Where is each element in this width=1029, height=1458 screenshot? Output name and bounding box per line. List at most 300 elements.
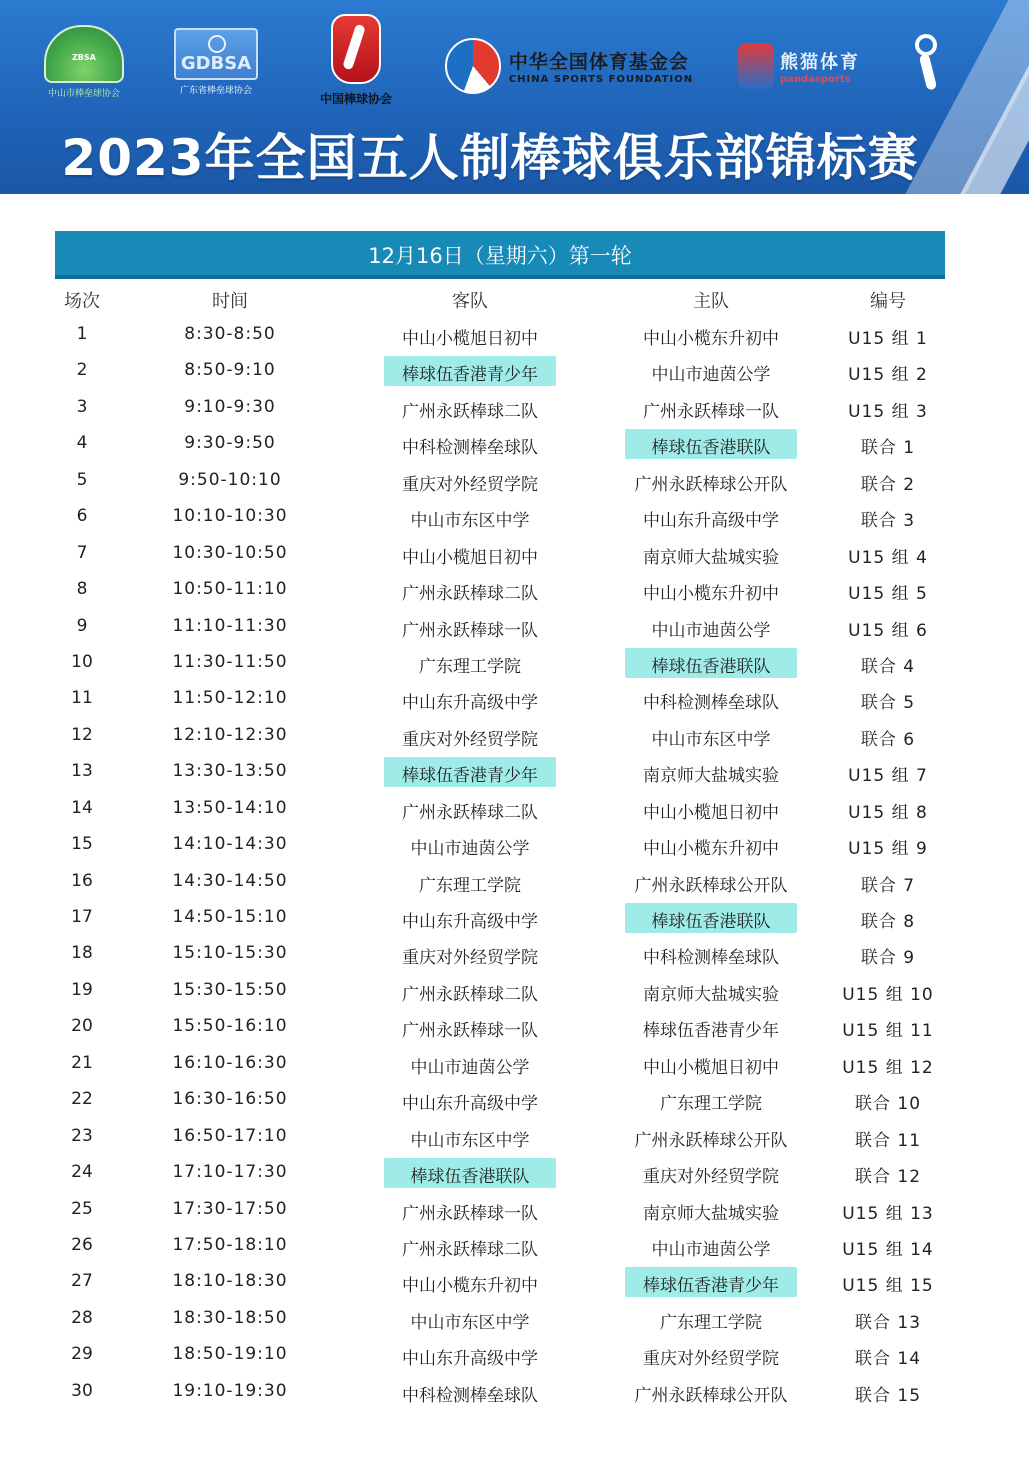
schedule-row: [0, 1375, 1029, 1411]
away-team: 中山东升高级中学: [402, 1094, 538, 1115]
match-time-cell: [150, 1089, 310, 1109]
match-code-cell: [828, 543, 948, 568]
schedule-row: [0, 427, 1029, 463]
gdbsa-logo-emblem: [174, 28, 258, 80]
match-no: 22: [71, 1089, 93, 1110]
match-time: 17:50-18:10: [172, 1234, 288, 1255]
match-code: 联合 8: [860, 912, 916, 932]
match-time: 17:30-17:50: [172, 1198, 288, 1219]
match-time: 11:50-12:10: [172, 688, 288, 709]
home-team-cell: [591, 360, 831, 385]
schedule-table: [0, 318, 1029, 1411]
away-team-cell: [350, 1344, 590, 1369]
match-time: 15:50-16:10: [172, 1016, 288, 1037]
match-code-cell: [828, 798, 948, 823]
match-code-cell: [828, 616, 948, 641]
match-code: U15 组 4: [848, 547, 928, 568]
match-no-cell: [42, 1271, 122, 1291]
away-team: 广州永跃棒球二队: [402, 584, 538, 605]
home-team-cell: [591, 798, 831, 823]
match-time: 9:50-10:10: [178, 469, 282, 490]
home-team: 广州永跃棒球公开队: [634, 474, 788, 495]
match-code-cell: [828, 579, 948, 604]
match-time-cell: [150, 907, 310, 927]
schedule-row: [0, 828, 1029, 864]
match-code-cell: [828, 1053, 948, 1078]
match-time: 18:30-18:50: [172, 1307, 288, 1328]
schedule-row: [0, 318, 1029, 354]
match-no-cell: [42, 725, 122, 745]
away-team-cell: [350, 470, 590, 495]
match-time-cell: [150, 1271, 310, 1291]
match-no: 19: [71, 979, 93, 1000]
home-team: 中山小榄东升初中: [643, 584, 779, 605]
schedule-row: [0, 719, 1029, 755]
away-team: 棒球伍香港青少年: [402, 766, 538, 787]
match-code-cell: [828, 652, 948, 677]
match-time: 13:30-13:50: [172, 761, 288, 782]
match-no-cell: [42, 980, 122, 1000]
header-time: 时间: [212, 291, 248, 312]
away-team-cell: [350, 1381, 590, 1406]
match-code-cell: [828, 1016, 948, 1041]
match-no: 13: [71, 761, 93, 782]
away-team-cell: [350, 907, 590, 932]
match-no-cell: [42, 1308, 122, 1328]
home-team-cell: [591, 1271, 831, 1296]
match-no-cell: [42, 543, 122, 563]
match-time-cell: [150, 1199, 310, 1219]
home-team-cell: [591, 980, 831, 1005]
match-code-cell: [828, 1089, 948, 1114]
match-code-cell: [828, 470, 948, 495]
away-team: 广东理工学院: [419, 875, 521, 896]
match-time: 16:50-17:10: [172, 1125, 288, 1146]
match-time: 14:10-14:30: [172, 834, 288, 855]
away-team-cell: [350, 761, 590, 786]
match-no-cell: [42, 1381, 122, 1401]
home-team-cell: [591, 1089, 831, 1114]
schedule-row: [0, 537, 1029, 573]
batter-silhouette-logo: [894, 20, 964, 100]
match-time: 8:50-9:10: [184, 360, 276, 381]
match-code: 联合 14: [854, 1349, 922, 1370]
away-team: 广州永跃棒球一队: [402, 1203, 538, 1224]
home-team: 中山东升高级中学: [643, 511, 779, 532]
schedule-row: [0, 792, 1029, 828]
china-sports-foundation-logo: [444, 38, 694, 94]
match-no: 30: [71, 1380, 93, 1401]
schedule-row: [0, 464, 1029, 500]
zhongshan-logo-emblem: ZBSA: [44, 25, 124, 83]
header-away-team: 客队: [452, 291, 488, 312]
away-team: 中山市迪茵公学: [410, 839, 530, 860]
schedule-row: [0, 1156, 1029, 1192]
match-no: 28: [71, 1307, 93, 1328]
round-label: 12月16日（星期六）第一轮: [368, 244, 632, 268]
match-code: 联合 9: [860, 948, 916, 969]
home-team: 中山小榄东升初中: [643, 329, 779, 349]
round-header: [55, 231, 945, 279]
match-time-cell: [150, 1053, 310, 1073]
match-code-cell: [828, 943, 948, 968]
home-team-cell: [591, 1162, 831, 1187]
match-code: 联合 2: [860, 474, 916, 495]
match-code-cell: [828, 725, 948, 750]
away-team-cell: [350, 725, 590, 750]
home-team-cell: [591, 1235, 831, 1260]
away-team-cell: [350, 1271, 590, 1296]
away-team: 中山小榄旭日初中: [402, 329, 538, 349]
match-code: U15 组 6: [848, 620, 928, 641]
away-team: 中山市东区中学: [410, 1130, 530, 1151]
match-time: 16:10-16:30: [172, 1052, 288, 1073]
foundation-emblem-icon: [445, 38, 501, 94]
away-team: 广州永跃棒球一队: [402, 1021, 538, 1042]
home-team-cell: [591, 324, 831, 349]
match-time-cell: [150, 1381, 310, 1401]
home-team: 中山市迪茵公学: [651, 620, 771, 641]
match-code: U15 组 9: [848, 839, 928, 860]
home-team: 南京师大盐城实验: [643, 984, 779, 1005]
match-no-cell: [42, 324, 122, 344]
home-team-cell: [591, 652, 831, 677]
schedule-row: [0, 1193, 1029, 1229]
match-code-cell: [828, 1381, 948, 1406]
match-code-cell: [828, 1344, 948, 1369]
match-time-cell: [150, 1126, 310, 1146]
match-no-cell: [42, 579, 122, 599]
match-no: 4: [76, 433, 88, 454]
home-team: 中山市迪茵公学: [651, 1239, 771, 1260]
panda-sports-logo: [734, 40, 864, 92]
match-code: U15 组 11: [842, 1021, 934, 1042]
away-team-cell: [350, 433, 590, 458]
away-team-cell: [350, 579, 590, 604]
away-team: 中科检测棒垒球队: [402, 1385, 538, 1406]
match-no-cell: [42, 470, 122, 490]
match-no-cell: [42, 506, 122, 526]
gdbsa-logo: [172, 26, 260, 98]
match-time-cell: [150, 543, 310, 563]
match-code: U15 组 14: [842, 1239, 934, 1260]
away-team: 中山东升高级中学: [402, 912, 538, 932]
away-team-cell: [350, 871, 590, 896]
home-team-cell: [591, 579, 831, 604]
match-time: 12:10-12:30: [172, 724, 288, 745]
home-team-cell: [591, 616, 831, 641]
home-team-cell: [591, 943, 831, 968]
away-team: 中山市东区中学: [410, 1312, 530, 1333]
match-code: U15 组 5: [848, 584, 928, 605]
match-time-cell: [150, 980, 310, 1000]
match-no-cell: [42, 761, 122, 781]
match-code-cell: [828, 871, 948, 896]
match-time: 15:10-15:30: [172, 943, 288, 964]
match-no: 7: [76, 542, 88, 563]
match-code: 联合 13: [854, 1312, 922, 1333]
home-team-cell: [591, 907, 831, 932]
match-no-cell: [42, 433, 122, 453]
match-code-cell: [828, 1199, 948, 1224]
away-team-cell: [350, 324, 590, 349]
match-no: 23: [71, 1125, 93, 1146]
home-team: 棒球伍香港联队: [651, 438, 771, 459]
match-code: 联合 5: [860, 693, 916, 714]
china-baseball-association-logo: [300, 10, 412, 110]
match-time: 10:30-10:50: [172, 542, 288, 563]
match-time-cell: [150, 798, 310, 818]
logo-subcaption: CHINA SPORTS FOUNDATION: [508, 74, 694, 85]
match-code: U15 组 12: [842, 1057, 934, 1078]
away-team-cell: [350, 1089, 590, 1114]
match-code-cell: [828, 1308, 948, 1333]
home-team-cell: [591, 1053, 831, 1078]
home-team: 广东理工学院: [660, 1094, 762, 1115]
match-no-cell: [42, 1016, 122, 1036]
home-team: 广州永跃棒球公开队: [634, 1385, 788, 1406]
away-team-cell: [350, 1053, 590, 1078]
home-team-cell: [591, 1381, 831, 1406]
away-team: 广州永跃棒球二队: [402, 984, 538, 1005]
away-team-cell: [350, 1235, 590, 1260]
schedule-row: [0, 937, 1029, 973]
zhongshan-baseball-association-logo: [38, 22, 130, 102]
schedule-row: [0, 1120, 1029, 1156]
away-team: 重庆对外经贸学院: [402, 729, 538, 750]
home-team-cell: [591, 761, 831, 786]
home-team: 中山小榄东升初中: [643, 839, 779, 860]
match-no: 6: [76, 506, 88, 527]
match-code-cell: [828, 761, 948, 786]
away-team-cell: [350, 688, 590, 713]
match-no: 17: [71, 907, 93, 927]
away-team-cell: [350, 1016, 590, 1041]
home-team: 重庆对外经贸学院: [643, 1349, 779, 1370]
match-code: U15 组 10: [842, 984, 934, 1005]
match-code-cell: [828, 360, 948, 385]
away-team: 广州永跃棒球二队: [402, 401, 538, 422]
schedule-row: [0, 1229, 1029, 1265]
match-no: 26: [71, 1234, 93, 1255]
home-team: 中山小榄旭日初中: [643, 802, 779, 823]
home-team-cell: [591, 1308, 831, 1333]
match-no-cell: [42, 943, 122, 963]
match-time: 10:50-11:10: [172, 579, 288, 600]
home-team: 中山市迪茵公学: [651, 365, 771, 386]
match-code-cell: [828, 433, 948, 458]
match-no-cell: [42, 834, 122, 854]
away-team-cell: [350, 360, 590, 385]
match-no-cell: [42, 360, 122, 380]
match-no-cell: [42, 688, 122, 708]
away-team: 中科检测棒垒球队: [402, 438, 538, 459]
away-team: 广州永跃棒球二队: [402, 1239, 538, 1260]
match-no-cell: [42, 871, 122, 891]
home-team-cell: [591, 470, 831, 495]
home-team: 棒球伍香港青少年: [643, 1021, 779, 1042]
match-code: 联合 12: [854, 1167, 922, 1188]
away-team: 广州永跃棒球二队: [402, 802, 538, 823]
away-team-cell: [350, 1126, 590, 1151]
schedule-row: [0, 755, 1029, 791]
home-team: 南京师大盐城实验: [643, 1203, 779, 1224]
match-no: 8: [76, 579, 88, 600]
match-no: 16: [71, 870, 93, 891]
home-team: 重庆对外经贸学院: [643, 1167, 779, 1188]
match-code: 联合 7: [860, 875, 916, 896]
home-team: 棒球伍香港联队: [651, 656, 771, 677]
match-code-cell: [828, 1271, 948, 1296]
match-code-cell: [828, 324, 948, 349]
match-time-cell: [150, 1235, 310, 1255]
match-no: 25: [71, 1198, 93, 1219]
event-banner: [0, 0, 1029, 194]
match-code-cell: [828, 980, 948, 1005]
match-time: 9:10-9:30: [184, 396, 276, 417]
baseball-icon: [208, 35, 226, 53]
home-team: 广州永跃棒球一队: [643, 401, 779, 422]
logo-caption: 中山市棒垒球协会: [47, 89, 120, 99]
home-team-cell: [591, 506, 831, 531]
panda-sports-emblem-icon: [738, 43, 774, 89]
batter-emblem-icon: [331, 14, 381, 84]
match-time-cell: [150, 652, 310, 672]
match-time-cell: [150, 834, 310, 854]
away-team: 广东理工学院: [419, 656, 521, 677]
match-time-cell: [150, 871, 310, 891]
match-code: U15 组 15: [842, 1276, 934, 1297]
match-time-cell: [150, 943, 310, 963]
away-team-cell: [350, 943, 590, 968]
away-team-cell: [350, 506, 590, 531]
match-time: 19:10-19:30: [172, 1380, 288, 1401]
schedule-row: [0, 1302, 1029, 1338]
event-title: 2023年全国五人制棒球俱乐部锦标赛: [61, 129, 919, 187]
away-team-cell: [350, 397, 590, 422]
header-match-no: 场次: [64, 291, 100, 312]
match-no-cell: [42, 798, 122, 818]
match-time-cell: [150, 1162, 310, 1182]
away-team-cell: [350, 1199, 590, 1224]
home-team-cell: [591, 397, 831, 422]
schedule-row: [0, 682, 1029, 718]
match-no-cell: [42, 616, 122, 636]
away-team: 棒球伍香港联队: [410, 1167, 530, 1188]
match-code-cell: [828, 688, 948, 713]
match-no: 12: [71, 724, 93, 745]
home-team: 中山市东区中学: [651, 729, 771, 750]
match-time: 16:30-16:50: [172, 1089, 288, 1110]
away-team: 重庆对外经贸学院: [402, 948, 538, 969]
away-team: 中山市东区中学: [410, 511, 530, 532]
match-no-cell: [42, 1199, 122, 1219]
match-time: 18:50-19:10: [172, 1344, 288, 1365]
home-team-cell: [591, 834, 831, 859]
schedule-row: [0, 1083, 1029, 1119]
match-time-cell: [150, 1016, 310, 1036]
away-team: 中山东升高级中学: [402, 693, 538, 714]
match-time: 8:30-8:50: [184, 324, 276, 344]
away-team-cell: [350, 834, 590, 859]
schedule-row: [0, 1010, 1029, 1046]
match-time-cell: [150, 470, 310, 490]
logo-caption: GDBSA: [180, 53, 252, 74]
away-team-cell: [350, 1308, 590, 1333]
match-time: 10:10-10:30: [172, 506, 288, 527]
match-code-cell: [828, 834, 948, 859]
match-code-cell: [828, 397, 948, 422]
away-team-cell: [350, 980, 590, 1005]
match-time-cell: [150, 688, 310, 708]
logo-caption: 中华全国体育基金会: [508, 51, 689, 73]
home-team-cell: [591, 543, 831, 568]
match-time-cell: [150, 433, 310, 453]
home-team: 广州永跃棒球公开队: [634, 1130, 788, 1151]
match-time-cell: [150, 397, 310, 417]
match-time: 11:10-11:30: [172, 615, 288, 636]
away-team-cell: [350, 616, 590, 641]
home-team-cell: [591, 688, 831, 713]
match-no: 14: [71, 797, 93, 818]
away-team: 中山东升高级中学: [402, 1349, 538, 1370]
match-no: 5: [76, 469, 88, 490]
schedule-row: [0, 500, 1029, 536]
match-code: 联合 10: [854, 1094, 922, 1115]
home-team: 中山小榄旭日初中: [643, 1057, 779, 1078]
match-no: 10: [71, 651, 93, 672]
schedule-column-headers: [0, 287, 1029, 313]
home-team: 南京师大盐城实验: [643, 766, 779, 787]
match-code-cell: [828, 506, 948, 531]
home-team-cell: [591, 1199, 831, 1224]
schedule-row: [0, 610, 1029, 646]
schedule-row: [0, 1338, 1029, 1374]
match-no: 11: [71, 688, 93, 709]
match-no-cell: [42, 1162, 122, 1182]
match-code: U15 组 13: [842, 1203, 934, 1224]
match-no-cell: [42, 1126, 122, 1146]
match-no-cell: [42, 397, 122, 417]
logo-caption: 中国棒球协会: [319, 91, 392, 106]
match-code: 联合 11: [854, 1130, 922, 1151]
home-team: 中科检测棒垒球队: [643, 948, 779, 969]
schedule-row: [0, 1047, 1029, 1083]
match-code: 联合 1: [860, 438, 916, 459]
match-no-cell: [42, 1235, 122, 1255]
schedule-row: [0, 391, 1029, 427]
away-team-cell: [350, 1162, 590, 1187]
match-time: 11:30-11:50: [172, 651, 288, 672]
match-no: 27: [71, 1271, 93, 1292]
match-time-cell: [150, 1344, 310, 1364]
home-team: 棒球伍香港联队: [651, 912, 771, 932]
match-code: U15 组 2: [848, 365, 928, 386]
schedule-row: [0, 901, 1029, 937]
home-team: 中科检测棒垒球队: [643, 693, 779, 714]
home-team-cell: [591, 1016, 831, 1041]
match-no: 29: [71, 1344, 93, 1365]
match-time: 14:30-14:50: [172, 870, 288, 891]
match-code-cell: [828, 1162, 948, 1187]
header-code: 编号: [870, 291, 906, 312]
match-no: 21: [71, 1052, 93, 1073]
home-team-cell: [591, 725, 831, 750]
away-team: 棒球伍香港青少年: [402, 365, 538, 386]
match-code: 联合 4: [860, 656, 916, 677]
match-time: 13:50-14:10: [172, 797, 288, 818]
match-no-cell: [42, 907, 122, 927]
